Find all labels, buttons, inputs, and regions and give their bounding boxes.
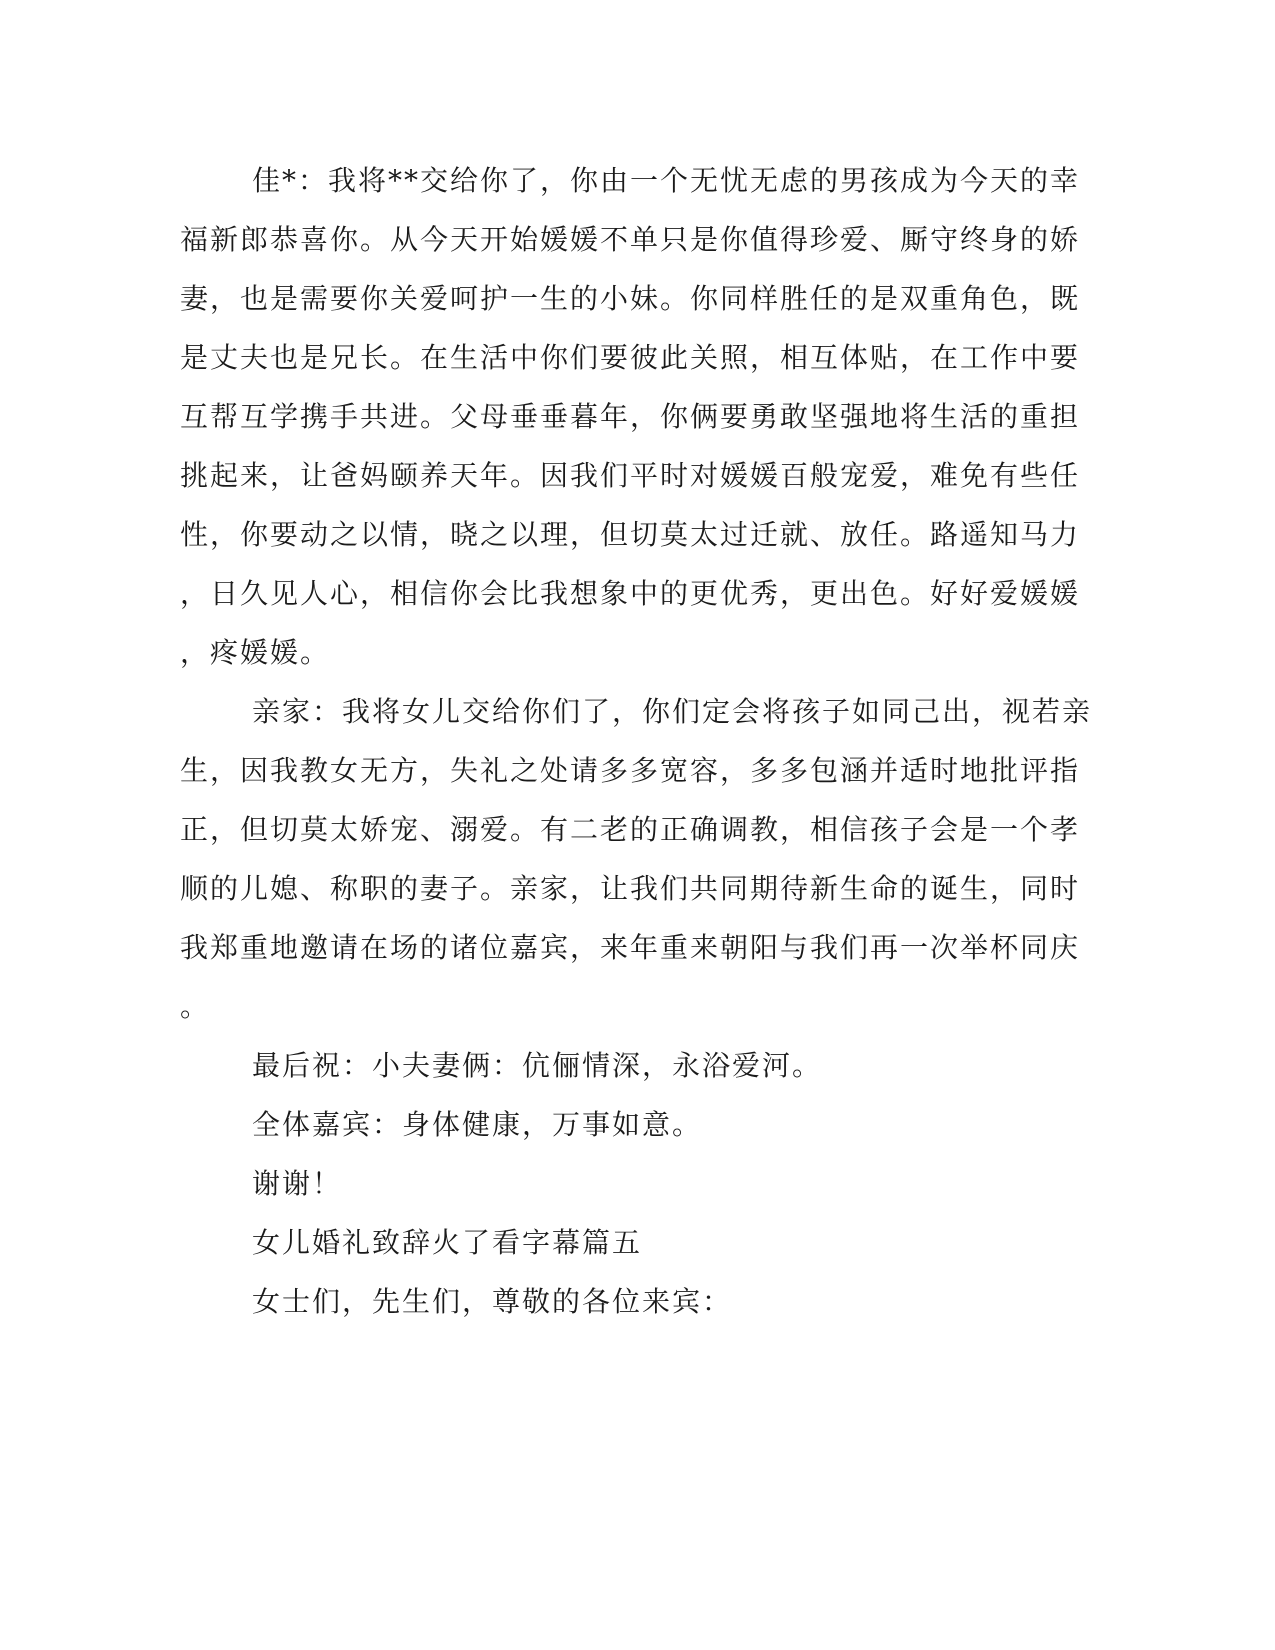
paragraph-line: 是丈夫也是兄长。在生活中你们要彼此关照，相互体贴，在工作中要 [180, 341, 1081, 374]
paragraph-line: 。 [180, 990, 211, 1023]
paragraph-line: 互帮互学携手共进。父母垂垂暮年，你俩要勇敢坚强地将生活的重担 [180, 400, 1081, 433]
paragraph-line: ，疼媛媛。 [180, 636, 331, 669]
paragraph-line: 性，你要动之以情，晓之以理，但切莫太过迁就、放任。路遥知马力 [180, 518, 1081, 551]
paragraph-line: 亲家：我将女儿交给你们了，你们定会将孩子如同己出，视若亲 [252, 695, 1093, 728]
closing-wish-line: 全体嘉宾：身体健康，万事如意。 [252, 1108, 703, 1141]
paragraph-line: 顺的儿媳、称职的妻子。亲家，让我们共同期待新生命的诞生，同时 [180, 872, 1081, 905]
paragraph-line: 我郑重地邀请在场的诸位嘉宾，来年重来朝阳与我们再一次举杯同庆 [180, 931, 1081, 964]
paragraph-line: 福新郎恭喜你。从今天开始媛媛不单只是你值得珍爱、厮守终身的娇 [180, 223, 1081, 256]
paragraph-line: 佳*：我将**交给你了，你由一个无忧无虑的男孩成为今天的幸 [252, 164, 1081, 197]
paragraph-line: 生，因我教女无方，失礼之处请多多宽容，多多包涵并适时地批评指 [180, 754, 1081, 787]
thanks-line: 谢谢！ [252, 1167, 343, 1200]
section-heading: 女儿婚礼致辞火了看字幕篇五 [252, 1226, 643, 1259]
paragraph-line: 挑起来，让爸妈颐养天年。因我们平时对媛媛百般宠爱，难免有些任 [180, 459, 1081, 492]
paragraph-line: 正，但切莫太娇宠、溺爱。有二老的正确调教，相信孩子会是一个孝 [180, 813, 1081, 846]
closing-wish-line: 最后祝：小夫妻俩：伉俪情深，永浴爱河。 [252, 1049, 823, 1082]
paragraph-line: ，日久见人心，相信你会比我想象中的更优秀，更出色。好好爱媛媛 [180, 577, 1081, 610]
salutation-line: 女士们，先生们，尊敬的各位来宾： [252, 1285, 733, 1318]
paragraph-line: 妻，也是需要你关爱呵护一生的小妹。你同样胜任的是双重角色，既 [180, 282, 1081, 315]
